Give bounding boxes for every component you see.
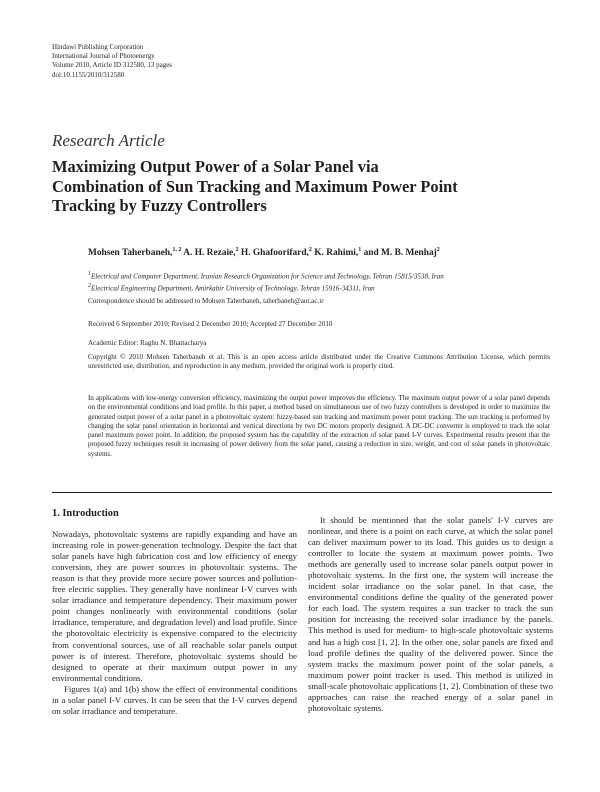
- copyright-notice: Copyright © 2010 Mohsen Taherbaneh et al. This is an open access article distributed under the Creative Commons Attribution License, which permits unrestricted use, distribution, and reproduction in any medium, provided the original work is properly cited.: [88, 353, 550, 371]
- left-column: [52, 502, 297, 717]
- section-heading: 1. Introduction: [52, 508, 119, 519]
- body-paragraph: It should be mentioned that the solar panels' I-V curves are nonlinear, and there is a point on each curve, at which the solar panel can deliver maximum power to its load. This guides us to design a controller to locate the system at maximum power points. Two methods are generally used to increase solar panels output power in photovoltaic systems. In the first one, the system will increase the incident solar irradiance on the solar panel. In that case, the environmental conditions define the quality of the generated power for each load. The system requires a sun tracker to track the sun position for increasing the received solar irradiance by the panels. This method is used for medium- to high-scale photovoltaic systems and has a high cost [1, 2]. In the other one, solar panels are fixed and load profile defines the quality of the delivered power. Since the system tracks the maximum power point of the solar panels, a maximum power point tracker is used. This method is utilized in small-scale photovoltaic applications [1, 2]. Combination of these two approaches can raise the reached energy of a solar panel in photovoltaic systems.: [308, 515, 553, 713]
- author-affiliation-mark: 2: [436, 247, 440, 253]
- author-affiliation-mark: 1: [358, 247, 362, 253]
- section-divider: [52, 492, 552, 493]
- author-name: and M. B. Menhaj: [363, 248, 437, 259]
- author-affiliation-mark: 1, 2: [172, 247, 182, 253]
- affiliation-item: $^2$Electrical Engineering Department, Amirkabir University of Technology, Tehran 15916-34311, Iran: [88, 282, 375, 293]
- paper-title: [52, 157, 572, 216]
- title-line: Combination of Sun Tracking and Maximum Power Point: [52, 176, 458, 196]
- publication-header: [52, 43, 172, 80]
- volume-info: Volume 2010, Article ID 312580, 13 pages: [52, 61, 173, 70]
- author-name: A. H. Rezaie,: [183, 248, 236, 259]
- author-affiliation-mark: 2: [308, 247, 312, 253]
- title-line: Maximizing Output Power of a Solar Panel via: [52, 157, 379, 176]
- journal-name: International Journal of Photoenergy: [52, 52, 155, 61]
- correspondence: Correspondence should be addressed to Mohsen Taherbaneh, taherbaneh@aut.ac.ir: [88, 297, 324, 305]
- author-name: Mohsen Taherbaneh,: [88, 248, 173, 259]
- received-dates: Received 6 September 2010; Revised 2 December 2010; Accepted 27 December 2010: [88, 320, 333, 328]
- abstract: In applications with low-energy conversion efficiency, maximizing the output power improves the efficiency. The maximum output power of a solar panel depends on the environmental conditions and load profile. In this paper, a method based on simultaneous use of two fuzzy controllers is developed in order to maximize the generated output power of a solar panel in a photovoltaic system: fuzzy-based sun tracking and maximum power point tracking. The sun tracking is performed by changing the solar panel orientation in horizontal and vertical directions by two DC motors properly designed. A DC-DC converter is employed to track the solar panel maximum power point. In addition, the proposed system has the capability of the extraction of solar panel I-V curves. Experimental results present that the proposed fuzzy techniques result in increasing of power delivery from the solar panel, causing a reduction in size, weight, and cost of solar panels in photovoltaic systems.: [88, 394, 550, 458]
- affiliations: [88, 270, 550, 293]
- title-line: Tracking by Fuzzy Controllers: [52, 196, 267, 215]
- body-paragraph: Nowadays, photovoltaic systems are rapidly expanding and have an increasing role in power-generation technology. Despite the fact that solar panels have high fabrication cost and low efficiency of energy conversion, they are power sources in photovoltaic systems. The reason is that they provide more secure power sources and pollution-free electric supplies. They generally have nonlinear I-V curves with solar irradiance and temperature dependency. Their maximum power point changes nonlinearly with environmental conditions (solar irradiance, temperature, and degradation level) and load profile. Since the photovoltaic electricity is expensive compared to the electricity from conventional sources, use of all reachable solar panels output power is of interest. Therefore, photovoltaic systems should be designed to operate at their maximum output power in any environmental conditions.: [52, 529, 297, 683]
- affiliation-item: $^1$Electrical and Computer Department, Iranian Research Organization for Science and Technology, Tehran 15815/3538, Iran: [88, 271, 444, 281]
- author-list: [88, 247, 440, 258]
- author-name: H. Ghafoorifard,: [240, 248, 309, 259]
- author-name: K. Rahimi,: [314, 248, 359, 259]
- publisher-name: Hindawi Publishing Corporation: [52, 43, 144, 51]
- body-paragraph: Figures 1(a) and 1(b) show the effect of environmental conditions in a solar panel I-V curves. It can be seen that the I-V curves depend on solar irradiance and temperature.: [52, 683, 297, 716]
- author-affiliation-mark: 2: [235, 247, 239, 253]
- academic-editor: Academic Editor: Raghu N. Bhattacharya: [88, 339, 207, 347]
- doi-link[interactable]: doi:10.1155/2010/312580: [52, 70, 125, 79]
- right-column: [308, 515, 553, 714]
- article-type: Research Article: [52, 131, 165, 150]
